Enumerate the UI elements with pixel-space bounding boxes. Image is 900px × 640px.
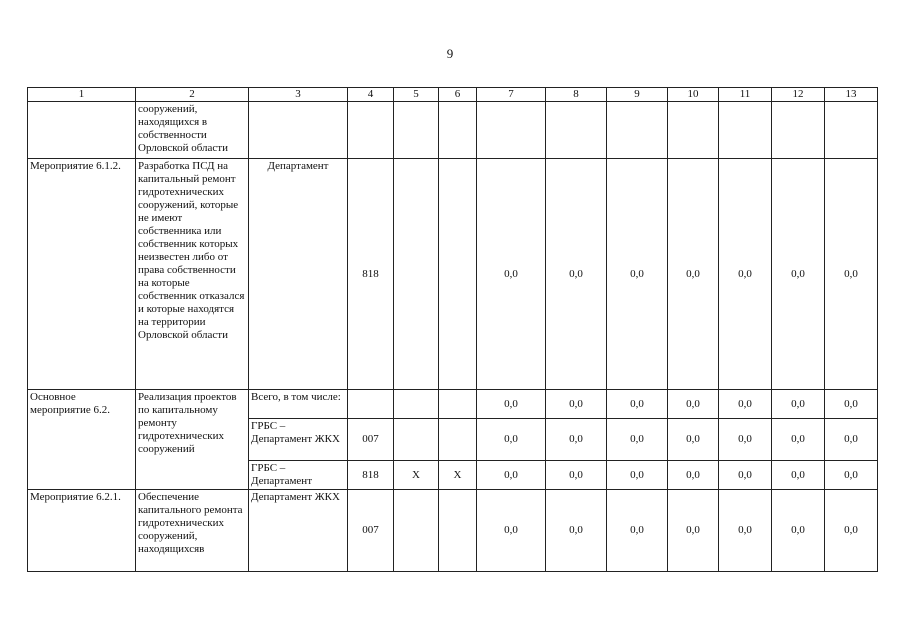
executor-cell: Департамент ЖКХ [249,490,348,572]
value-cell: 0,0 [719,419,772,461]
value-cell: 0,0 [825,390,878,419]
executor-cell: ГРБС – Департамент ЖКХ [249,419,348,461]
mark-cell: X [439,461,477,490]
table-cell [439,390,477,419]
grbs-code-cell: 818 [348,159,394,390]
page-number: 9 [446,46,454,61]
value-cell: 0,0 [546,461,607,490]
value-cell: 0,0 [607,390,668,419]
value-cell: 0,0 [546,390,607,419]
table-cell [825,102,878,159]
header-cell: 1 [28,88,136,102]
description-cell: Разработка ПСД на капитальный ремонт гидротехнических сооружений, которые не имеют собственника или собственник которых неизвестен либо от права собственности на которые собственник отказался и которые находятся на территории Орловской области [136,159,249,390]
table-cell [668,102,719,159]
value-cell: 0,0 [607,419,668,461]
header-cell: 13 [825,88,878,102]
table-cell [439,159,477,390]
grbs-code-cell: 007 [348,419,394,461]
value-cell: 0,0 [607,461,668,490]
table-cell [394,419,439,461]
value-cell: 0,0 [825,419,878,461]
table-cell [394,390,439,419]
value-cell: 0,0 [668,461,719,490]
value-cell: 0,0 [772,490,825,572]
value-cell: 0,0 [825,461,878,490]
value-cell: 0,0 [719,490,772,572]
value-cell: 0,0 [477,461,546,490]
activity-code-cell: Мероприятие 6.1.2. [28,159,136,390]
table-cell [394,102,439,159]
table-row [28,490,878,572]
table-cell [772,102,825,159]
value-cell: 0,0 [477,419,546,461]
value-cell: 0,0 [772,419,825,461]
value-cell: 0,0 [477,490,546,572]
table-cell [607,102,668,159]
header-cell: 11 [719,88,772,102]
value-cell: 0,0 [668,159,719,390]
table-cell [477,102,546,159]
value-cell: 0,0 [668,419,719,461]
value-cell: 0,0 [719,461,772,490]
value-cell: 0,0 [719,159,772,390]
header-cell: 4 [348,88,394,102]
executor-cell: ГРБС – Департамент [249,461,348,490]
value-cell: 0,0 [668,490,719,572]
header-row [28,88,878,102]
value-cell: 0,0 [825,490,878,572]
value-cell: 0,0 [607,490,668,572]
table-cell [546,102,607,159]
description-cell: Обеспечение капитального ремонта гидротехнических сооружений, находящихсяв [136,490,249,572]
description-cell: сооружений, находящихся в собственности Орловской области [136,102,249,159]
header-cell: 6 [439,88,477,102]
header-cell: 7 [477,88,546,102]
value-cell: 0,0 [825,159,878,390]
table-cell [394,159,439,390]
value-cell: 0,0 [668,390,719,419]
mark-cell: X [394,461,439,490]
activity-code-cell: Основное мероприятие 6.2. [28,390,136,490]
table-cell [348,390,394,419]
value-cell: 0,0 [719,390,772,419]
header-cell: 10 [668,88,719,102]
value-cell: 0,0 [546,159,607,390]
value-cell: 0,0 [772,159,825,390]
table-cell [28,102,136,159]
table-row [28,102,878,159]
table-row [28,159,878,390]
header-cell: 3 [249,88,348,102]
header-cell: 2 [136,88,249,102]
value-cell: 0,0 [772,390,825,419]
value-cell: 0,0 [772,461,825,490]
executor-cell: Департамент [249,159,348,390]
table-row [28,390,878,419]
description-cell: Реализация проектов по капитальному ремонту гидротехнических сооружений [136,390,249,490]
table-cell [439,419,477,461]
budget-table [27,87,878,572]
table-cell [394,490,439,572]
grbs-code-cell: 818 [348,461,394,490]
table-cell [439,102,477,159]
header-cell: 8 [546,88,607,102]
table-cell [719,102,772,159]
header-cell: 12 [772,88,825,102]
value-cell: 0,0 [546,490,607,572]
value-cell: 0,0 [546,419,607,461]
value-cell: 0,0 [607,159,668,390]
value-cell: 0,0 [477,390,546,419]
value-cell: 0,0 [477,159,546,390]
header-cell: 5 [394,88,439,102]
activity-code-cell: Мероприятие 6.2.1. [28,490,136,572]
table-cell [439,490,477,572]
executor-cell: Всего, в том числе: [249,390,348,419]
header-cell: 9 [607,88,668,102]
grbs-code-cell: 007 [348,490,394,572]
table-cell [348,102,394,159]
table-cell [249,102,348,159]
